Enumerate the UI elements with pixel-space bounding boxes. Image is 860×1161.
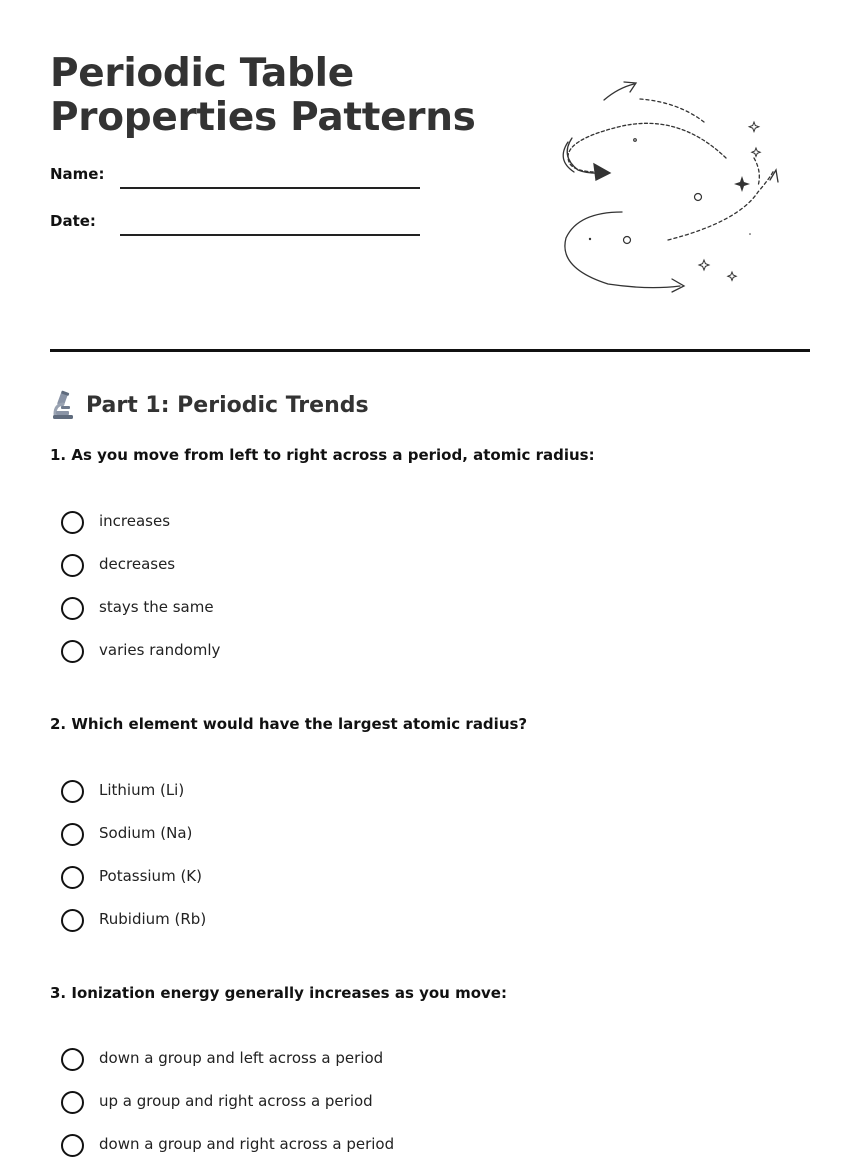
option-sodium[interactable] — [50, 822, 810, 865]
section-header — [50, 388, 369, 422]
option-label: Rubidium (Rb) — [99, 910, 207, 928]
radio-button[interactable] — [61, 780, 84, 803]
name-line[interactable] — [120, 187, 420, 189]
option-label: decreases — [99, 555, 176, 573]
radio-button[interactable] — [61, 597, 84, 620]
option-decreases[interactable] — [50, 553, 810, 596]
question-text: 1. As you move from left to right across a period, atomic radius: — [50, 446, 595, 464]
options-list — [50, 1047, 810, 1161]
option-label: stays the same — [99, 598, 214, 616]
option-label: Lithium (Li) — [99, 781, 185, 799]
radio-button[interactable] — [61, 909, 84, 932]
option-label: Sodium (Na) — [99, 824, 193, 842]
radio-button[interactable] — [61, 866, 84, 889]
option-label: increases — [99, 512, 171, 530]
name-label: Name: — [50, 165, 105, 183]
title-line-1: Periodic Table — [50, 51, 354, 96]
name-field-row — [50, 165, 430, 195]
radio-button[interactable] — [61, 1048, 84, 1071]
radio-button[interactable] — [61, 554, 84, 577]
option-label: Potassium (K) — [99, 867, 202, 885]
option-label: down a group and right across a period — [99, 1135, 395, 1153]
option-stays-the-same[interactable] — [50, 596, 810, 639]
option-down-right[interactable] — [50, 1133, 810, 1161]
option-lithium[interactable] — [50, 779, 810, 822]
header-divider — [50, 349, 810, 352]
options-list — [50, 779, 810, 951]
radio-button[interactable] — [61, 1091, 84, 1114]
question-3 — [50, 983, 810, 1161]
radio-button[interactable] — [61, 511, 84, 534]
microscope-icon — [50, 390, 76, 420]
option-down-left[interactable] — [50, 1047, 810, 1090]
option-label: up a group and right across a period — [99, 1092, 373, 1110]
option-rubidium[interactable] — [50, 908, 810, 951]
radio-button[interactable] — [61, 640, 84, 663]
question-1 — [50, 445, 810, 682]
options-list — [50, 510, 810, 682]
question-text: 2. Which element would have the largest atomic radius? — [50, 715, 528, 733]
date-label: Date: — [50, 212, 96, 230]
space-swirl-doodle-icon — [548, 72, 788, 302]
option-potassium[interactable] — [50, 865, 810, 908]
question-text: 3. Ionization energy generally increases as you move: — [50, 984, 507, 1002]
date-line[interactable] — [120, 234, 420, 236]
title-line-2: Properties Patterns — [50, 95, 476, 140]
radio-button[interactable] — [61, 823, 84, 846]
section-title: Part 1: Periodic Trends — [86, 392, 369, 418]
option-label: varies randomly — [99, 641, 221, 659]
option-label: down a group and left across a period — [99, 1049, 384, 1067]
option-varies-randomly[interactable] — [50, 639, 810, 682]
question-2 — [50, 714, 810, 951]
date-field-row — [50, 212, 430, 242]
option-up-right[interactable] — [50, 1090, 810, 1133]
option-increases[interactable] — [50, 510, 810, 553]
radio-button[interactable] — [61, 1134, 84, 1157]
page-title — [50, 52, 510, 140]
